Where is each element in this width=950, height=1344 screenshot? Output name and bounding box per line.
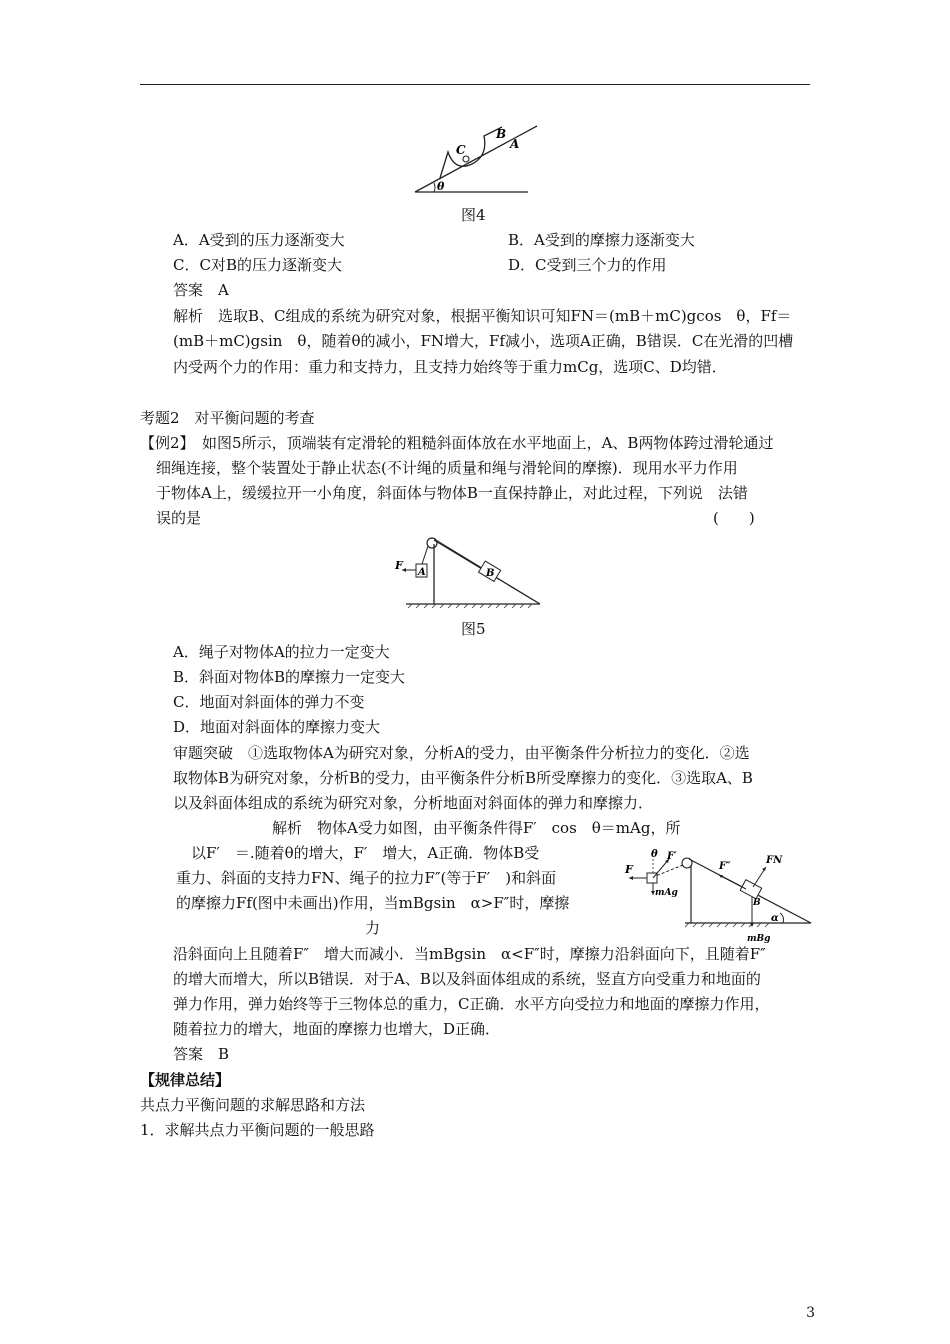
analysis-2-line: 解析 物体A受力如图，由平衡条件得F′ cos θ＝mAg，所 [272,819,681,837]
fig6-label-fprime: F′ [667,851,677,862]
analysis-2-line: 随着拉力的增大，地面的摩擦力也增大，D正确． [173,1020,501,1038]
example-2-line: 【例2】 如图5所示，顶端装有定滑轮的粗糙斜面体放在水平地面上，A、B两物体跨过滑轮通过 [140,434,774,452]
fig4-label-c: C [456,143,466,157]
q1-analysis-line: 解析 选取B、C组成的系统为研究对象，根据平衡知识可知FN＝(mB＋mC)gcos θ，Ff＝ [173,307,792,325]
figure-5-incline-pulley-diagram [392,534,544,610]
q2-option-d: D．地面对斜面体的摩擦力变大 [173,718,381,736]
fig6-label-fdouble: F″ [719,861,731,872]
analysis-2-line: 以F′ ＝.随着θ的增大，F′ 增大，A正确．物体B受 [191,844,540,862]
analysis-2-line: 的摩擦力Ff(图中未画出)作用，当mBgsin α>F″时，摩擦 [176,894,570,912]
fig6-label-f: F [625,863,633,876]
summary-line: 共点力平衡问题的求解思路和方法 [140,1096,366,1114]
q1-option-a: A．A受到的压力逐渐变大 [173,231,345,249]
q1-option-c: C．C对B的压力逐渐变大 [173,256,342,274]
fig6-label-fn: FN [766,855,783,866]
breakthrough-line: 取物体B为研究对象，分析B的受力，由平衡条件分析B所受摩擦力的变化．③选取A、B [173,769,753,787]
fig6-label-mbg: mBg [747,934,771,944]
q1-answer: 答案 A [173,281,229,299]
fig5-label-a: A [418,567,426,578]
summary-line: 1．求解共点力平衡问题的一般思路 [140,1121,375,1139]
q2-option-a: A．绳子对物体A的拉力一定变大 [173,643,390,661]
analysis-2-line: 力 [365,919,381,937]
fig4-label-b: B [496,127,507,141]
fig4-label-a: A [510,137,520,151]
q1-option-b: B．A受到的摩擦力逐渐变大 [508,231,695,249]
analysis-2-line: 沿斜面向上且随着F″ 增大而减小．当mBgsin α<F″时，摩擦力沿斜面向下，且随着F″ [173,945,766,963]
example-2-line: 误的是 [156,509,202,527]
header-rule [140,84,810,85]
q1-analysis-line: (mB＋mC)gsin θ，随着θ的减小，FN增大，Ff减小，选项A正确，B错误．C在光滑的凹槽 [173,332,794,350]
analysis-2-line: 的增大而增大，所以B错误．对于A、B以及斜面体组成的系统，竖直方向受重力和地面的 [173,970,761,988]
fig6-label-b: B [753,898,761,908]
analysis-2-line: 重力、斜面的支持力FN、绳子的拉力F″(等于F′ )和斜面 [176,869,557,887]
figure-5-caption: 图5 [461,620,486,638]
example-2-answer-bracket: ( ) [713,509,755,527]
analysis-2-line: 弹力作用，弹力始终等于三物体总的重力，C正确．水平方向受拉力和地面的摩擦力作用， [173,995,770,1013]
topic-2-title: 考题2 对平衡问题的考查 [140,409,315,427]
q2-option-b: B．斜面对物体B的摩擦力一定变大 [173,668,406,686]
fig4-label-theta: θ [437,180,445,193]
fig6-label-alpha: α [771,913,779,924]
force-analysis-diagram [623,845,813,945]
q2-answer: 答案 B [173,1045,230,1063]
breakthrough-line: 以及斜面体组成的系统为研究对象，分析地面对斜面体的弹力和摩擦力． [173,794,654,812]
q1-option-d: D．C受到三个力的作用 [508,256,667,274]
q1-analysis-line: 内受两个力的作用：重力和支持力，且支持力始终等于重力mCg，选项C、D均错． [173,358,727,376]
fig6-label-mag: mAg [655,888,678,898]
example-2-line: 于物体A上，缓缓拉开一小角度，斜面体与物体B一直保持静止，对此过程，下列说 法错 [156,484,748,502]
fig5-label-f: F [395,559,403,572]
breakthrough-line: 审题突破 ①选取物体A为研究对象，分析A的受力，由平衡条件分析拉力的变化．②选 [173,744,750,762]
figure-4-caption: 图4 [461,206,486,224]
q2-option-c: C．地面对斜面体的弹力不变 [173,693,365,711]
summary-title: 【规律总结】 [140,1071,231,1089]
example-2-line: 细绳连接，整个装置处于静止状态(不计绳的质量和绳与滑轮间的摩擦)．现用水平力作用 [156,459,738,477]
fig6-label-theta: θ [651,849,658,860]
fig5-label-b: B [486,568,495,579]
page-number: 3 [806,1305,815,1321]
figure-4-incline-diagram [410,122,540,198]
